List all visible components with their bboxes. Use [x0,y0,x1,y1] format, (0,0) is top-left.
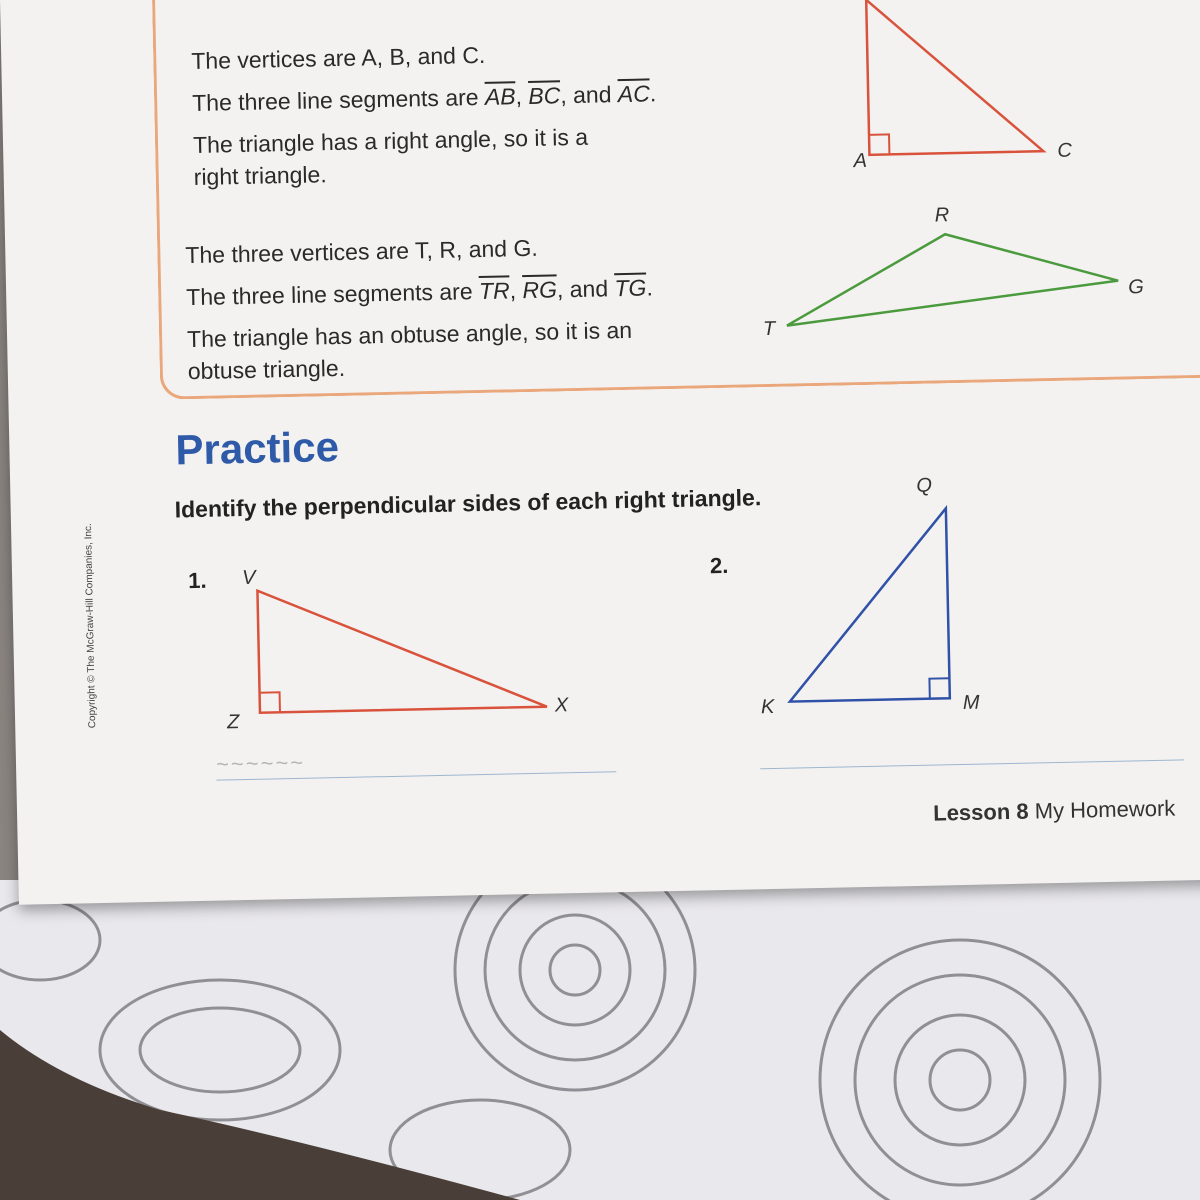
example-vertices-trg: The three vertices are T, R, and G. [185,234,538,269]
example-segments-abc: The three line segments are $\overline{AB}$, $\overline{BC}$, and $\overline{AC}$. [191,80,657,116]
segment-tg: $\overline{TG}$ [614,274,647,302]
triangle-qkm [786,508,950,701]
triangle-vzx [257,585,546,713]
copyright-notice: Copyright © The McGraw-Hill Companies, Inc. [82,523,99,729]
footer-title: My Homework [1034,795,1176,824]
vertex-g-label: G [1128,276,1145,299]
example-obtuse-text-2: obtuse triangle. [187,354,346,385]
vertex-m-label: M [962,691,980,714]
problem-2-number: 2. [709,552,729,579]
triangle-trg [785,231,1119,326]
segment-bc: $\overline{BC}$ [528,82,561,109]
page-footer [933,796,1176,827]
vertex-r-label: R [934,204,950,227]
practice-instruction: Identify the perpendicular sides of each right triangle. [174,484,762,523]
right-angle-mark-a [869,134,889,154]
lesson-number: Lesson 8 [932,798,1029,826]
practice-heading: Practice [174,423,340,474]
problem-1-number: 1. [187,567,207,594]
quilt-background [0,880,1200,1200]
vertex-x-label: X [554,694,569,717]
segment-rg: $\overline{RG}$ [522,276,558,304]
example-obtuse-text: The triangle has an obtuse angle, so it is an [186,316,633,353]
erased-pencil-marks: ~~~~~~ [215,749,306,777]
right-angle-mark-z [260,692,280,712]
vertex-t-label: T [762,317,776,341]
example-right-text: The triangle has a right angle, so it is a [192,123,589,158]
triangle-abc [866,0,1043,155]
segment-ac: $\overline{AC}$ [617,80,651,108]
vertex-a-label: A [853,149,868,173]
right-angle-mark-m [929,678,949,698]
vertex-k-label: K [760,695,775,719]
vertex-q-label: Q [916,474,933,497]
example-vertices-abc: The vertices are A, B, and C. [191,41,486,75]
example-segments-trg: The three line segments are $\overline{TR}$, $\overline{RG}$, and $\overline{TG}$. [185,274,654,311]
vertex-c-label: C [1057,139,1073,162]
segment-tr: $\overline{TR}$ [478,277,510,305]
vertex-z-label: Z [226,711,240,734]
example-right-text-2: right triangle. [193,161,327,190]
vertex-v-label: V [241,566,256,590]
segment-ab: $\overline{AB}$ [484,83,516,110]
